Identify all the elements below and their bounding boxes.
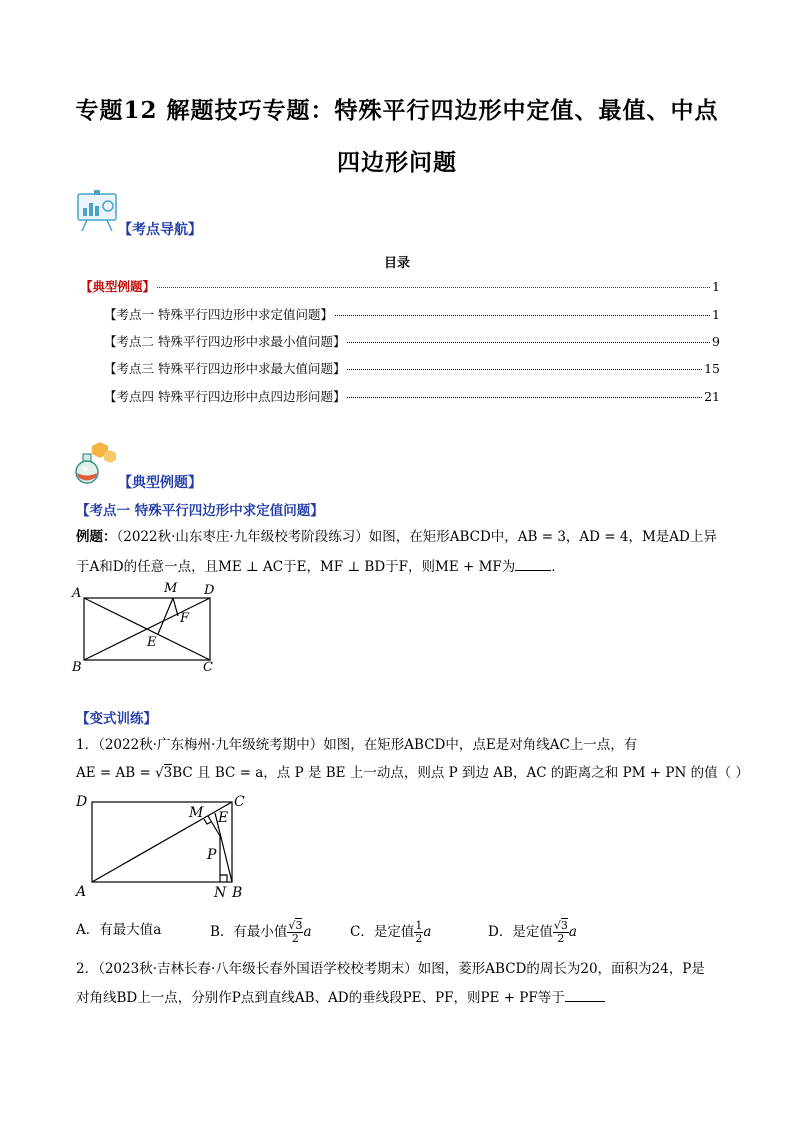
example-text-end: ． bbox=[551, 559, 565, 575]
fraction-one-half: $\frac{1}{2}$ bbox=[415, 918, 423, 945]
toc-entry-kaodian2[interactable] bbox=[104, 332, 720, 352]
toc-leader-dots bbox=[347, 369, 702, 370]
option-a-text: A．有最大值a bbox=[76, 922, 162, 938]
label-d: D bbox=[76, 794, 88, 810]
toc-entry-label: 【考点一 特殊平行四边形中求定值问题】 bbox=[104, 307, 333, 322]
toc-page-number: 1 bbox=[712, 279, 720, 294]
label-a: A bbox=[72, 586, 82, 601]
toc-leader-dots bbox=[157, 287, 710, 288]
toc-page-number: 9 bbox=[712, 334, 720, 349]
example-lead: 例题： bbox=[76, 529, 117, 545]
option-d-var: a bbox=[568, 924, 577, 940]
page-title-line1: 专题12 解题技巧专题：特殊平行四边形中定值、最值、中点 bbox=[75, 97, 719, 124]
example-text-line1: （2022秋·山东枣庄·九年级校考阶段练习）如图，在矩形ABCD中，AB = 3，AD = 4，M是AD上异 bbox=[116, 529, 717, 545]
toc-entry-typical[interactable] bbox=[80, 277, 720, 297]
toc-heading: 目录 bbox=[383, 256, 410, 271]
option-b-var: a bbox=[303, 924, 312, 940]
toc-entry-kaodian4[interactable] bbox=[104, 387, 720, 407]
option-d-text: D．是定值 bbox=[488, 924, 553, 940]
toc-entry-label: 【考点三 特殊平行四边形中求最大值问题】 bbox=[104, 361, 346, 376]
toc-leader-dots bbox=[347, 342, 710, 343]
q1-option-d[interactable] bbox=[488, 917, 577, 947]
kaodian1-heading: 【考点一 特殊平行四边形中求定值问题】 bbox=[76, 503, 324, 519]
q1-option-b[interactable] bbox=[210, 917, 312, 947]
toc-entry-label: 【考点四 特殊平行四边形中点四边形问题】 bbox=[104, 389, 346, 404]
toc-leader-dots bbox=[347, 397, 702, 398]
q1-text-post: BC 且 BC = a，点 P 是 BE 上一动点，则点 P 到边 AB，AC 的距离之和 PM + PN 的值（ ） bbox=[172, 765, 749, 781]
option-c-var: a bbox=[423, 924, 432, 940]
flask-icon bbox=[72, 440, 118, 490]
option-c-text: C．是定值 bbox=[350, 924, 415, 940]
q1-line1: 1．（2022秋·广东梅州·九年级统考期中）如图，在矩形ABCD中，点E是对角线AC上一点，有 bbox=[76, 737, 638, 753]
fraction-sqrt3-over-2: $\frac{√3}{2}$ bbox=[288, 918, 303, 945]
presentation-board-icon bbox=[75, 190, 119, 236]
nav-heading: 【考点导航】 bbox=[118, 222, 202, 238]
toc-entry-label: 【典型例题】 bbox=[80, 279, 156, 294]
label-d: D bbox=[204, 583, 215, 598]
q2-text-line2: 对角线BD上一点，分别作P点到直线AB、AD的垂线段PE、PF，则PE + PF等于 bbox=[76, 990, 565, 1006]
toc-entry-label: 【考点二 特殊平行四边形中求最小值问题】 bbox=[104, 334, 346, 349]
example-text-line2: 于A和D的任意一点，且ME ⊥ AC于E，MF ⊥ BD于F，则ME + MF为 bbox=[76, 559, 516, 575]
q2-line2 bbox=[76, 987, 605, 1008]
q1-line2: AE = AB = √3BC 且 BC = a，点 P 是 BE 上一动点，则点 P 到边 AB，AC 的距离之和 PM + PN 的值（ ） bbox=[76, 765, 749, 781]
label-n: N bbox=[214, 885, 227, 900]
example-figure-rectangle bbox=[70, 578, 230, 674]
example-line2 bbox=[76, 556, 565, 577]
label-b: B bbox=[232, 885, 243, 900]
label-e: E bbox=[147, 635, 157, 650]
q2-line1: 2．（2023秋·吉林长春·八年级长春外国语学校校考期末）如图，菱形ABCD的周长为20，面积为24，P是 bbox=[76, 961, 705, 977]
label-c: C bbox=[203, 660, 213, 674]
right-angle-mark-n bbox=[220, 875, 227, 882]
q1-figure-rectangle bbox=[70, 786, 260, 900]
toc-entry-kaodian3[interactable] bbox=[104, 359, 720, 379]
toc-page-number: 21 bbox=[704, 389, 720, 404]
section-heading-typical: 【典型例题】 bbox=[118, 475, 202, 491]
page-title-line2: 四边形问题 bbox=[337, 149, 457, 176]
variant-heading: 【变式训练】 bbox=[76, 711, 157, 727]
q1-text-pre: AE = AB = bbox=[76, 765, 156, 781]
toc-page-number: 15 bbox=[704, 361, 720, 376]
answer-blank[interactable] bbox=[565, 987, 605, 1002]
option-b-text: B．有最小值 bbox=[210, 924, 288, 940]
segment-mf bbox=[173, 598, 178, 616]
example-line1 bbox=[76, 527, 717, 547]
diagonal-ac bbox=[92, 802, 232, 882]
label-m: M bbox=[164, 581, 178, 596]
label-a: A bbox=[76, 884, 87, 900]
answer-blank[interactable] bbox=[515, 556, 551, 571]
q1-option-a[interactable] bbox=[76, 920, 161, 940]
label-e: E bbox=[218, 810, 229, 826]
label-m: M bbox=[189, 805, 204, 821]
label-f: F bbox=[180, 611, 190, 626]
toc-page-number: 1 bbox=[712, 307, 720, 322]
label-c: C bbox=[234, 794, 245, 810]
label-b: B bbox=[72, 660, 82, 674]
toc-leader-dots bbox=[335, 315, 710, 316]
q1-option-c[interactable] bbox=[350, 917, 431, 947]
segment-me bbox=[158, 598, 173, 634]
q1-sqrt-value: 3 bbox=[163, 765, 173, 781]
fraction-sqrt3-over-2: $\frac{√3}{2}$ bbox=[553, 918, 568, 945]
label-p: P bbox=[207, 847, 217, 863]
toc-entry-kaodian1[interactable] bbox=[104, 305, 720, 325]
